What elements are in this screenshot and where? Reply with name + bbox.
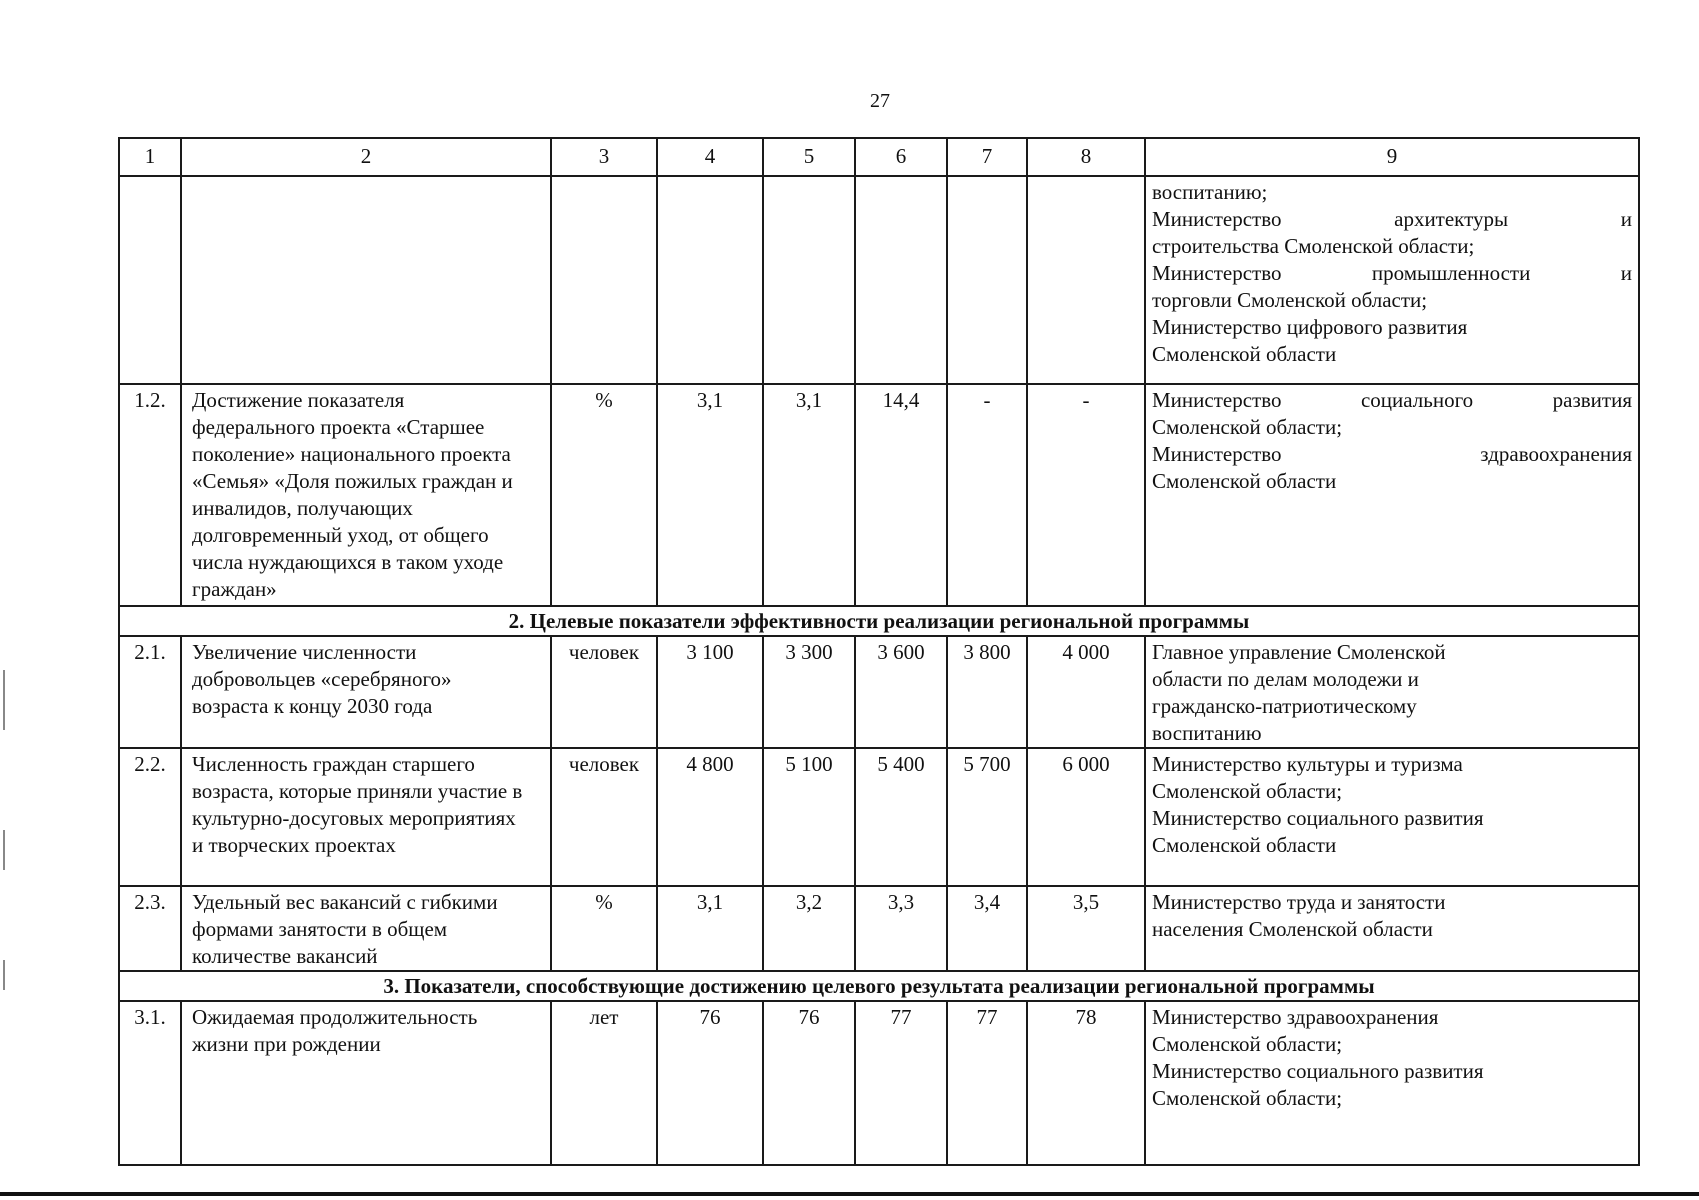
column-number: 7 <box>947 138 1027 176</box>
value-cell: 14,4 <box>855 384 947 606</box>
responsible-cell: Главное управление Смоленской области по делам молодежи и гражданско-патриотическому воспитанию <box>1145 636 1639 748</box>
unit-cell: человек <box>551 636 657 748</box>
value-cell: 3 800 <box>947 636 1027 748</box>
table-row-2-2 <box>119 748 1639 886</box>
row-number: 2.2. <box>119 748 181 886</box>
indicator-name: Удельный вес вакансий с гибкими формами занятости в общем количестве вакансий <box>181 886 551 971</box>
value-cell: 76 <box>763 1001 855 1165</box>
page-bottom-rule <box>0 1192 1699 1196</box>
column-number: 8 <box>1027 138 1145 176</box>
indicator-name: Достижение показателя федерального проекта «Старшее поколение» национального проекта «Семья» «Доля пожилых граждан и инвалидов, получающих долговременный уход, от общего числа нуждающихся в таком уходе граждан» <box>181 384 551 606</box>
value-cell: 77 <box>947 1001 1027 1165</box>
value-cell: 3 300 <box>763 636 855 748</box>
value-cell: 3,2 <box>763 886 855 971</box>
table-row-2-1 <box>119 636 1639 748</box>
row-number: 1.2. <box>119 384 181 606</box>
responsible-cell: воспитанию; Министерство архитектуры и строительства Смоленской области; Министерство промышленности и торговли Смоленской области; Министерство цифрового развития Смоленской области <box>1145 176 1639 384</box>
indicator-name: Ожидаемая продолжительность жизни при рождении <box>181 1001 551 1165</box>
indicator-name: Численность граждан старшего возраста, которые приняли участие в культурно-досуговых мероприятиях и творческих проектах <box>181 748 551 886</box>
value-cell: 3,3 <box>855 886 947 971</box>
value-cell: 3,1 <box>763 384 855 606</box>
unit-cell: % <box>551 886 657 971</box>
value-cell: 76 <box>657 1001 763 1165</box>
value-cell: 77 <box>855 1001 947 1165</box>
value-cell: 5 700 <box>947 748 1027 886</box>
responsible-cell: Министерство социального развития Смоленской области; Министерство здравоохранения Смоленской области <box>1145 384 1639 606</box>
value-cell: 3,5 <box>1027 886 1145 971</box>
value-cell: 3 600 <box>855 636 947 748</box>
unit-cell: человек <box>551 748 657 886</box>
page-number: 27 <box>870 90 890 112</box>
section-3-row <box>119 971 1639 1001</box>
row-number: 2.1. <box>119 636 181 748</box>
value-cell: 4 000 <box>1027 636 1145 748</box>
row-number: 3.1. <box>119 1001 181 1165</box>
column-number: 4 <box>657 138 763 176</box>
column-number: 5 <box>763 138 855 176</box>
unit-cell: % <box>551 384 657 606</box>
section-title: 3. Показатели, способствующие достижению целевого результата реализации региональной программы <box>119 971 1639 1001</box>
section-title: 2. Целевые показатели эффективности реализации региональной программы <box>119 606 1639 636</box>
indicators-table <box>118 137 1640 1166</box>
table-row-3-1 <box>119 1001 1639 1165</box>
column-number: 3 <box>551 138 657 176</box>
scan-artifact <box>3 830 5 870</box>
column-number: 2 <box>181 138 551 176</box>
value-cell: 3,1 <box>657 384 763 606</box>
table-row-2-3 <box>119 886 1639 971</box>
value-cell: 3,1 <box>657 886 763 971</box>
value-cell: 3 100 <box>657 636 763 748</box>
table-row-1-2 <box>119 384 1639 606</box>
table-row-continuation <box>119 176 1639 384</box>
value-cell: 4 800 <box>657 748 763 886</box>
column-number-row <box>119 138 1639 176</box>
value-cell: 3,4 <box>947 886 1027 971</box>
responsible-cell: Министерство культуры и туризма Смоленской области; Министерство социального развития Смоленской области <box>1145 748 1639 886</box>
value-cell: - <box>947 384 1027 606</box>
indicator-name: Увеличение численности добровольцев «серебряного» возраста к концу 2030 года <box>181 636 551 748</box>
value-cell: 5 400 <box>855 748 947 886</box>
responsible-cell: Министерство здравоохранения Смоленской области; Министерство социального развития Смоленской области; <box>1145 1001 1639 1165</box>
column-number: 9 <box>1145 138 1639 176</box>
value-cell: 6 000 <box>1027 748 1145 886</box>
scan-artifact <box>3 960 5 990</box>
row-number: 2.3. <box>119 886 181 971</box>
value-cell: 5 100 <box>763 748 855 886</box>
column-number: 6 <box>855 138 947 176</box>
value-cell: 78 <box>1027 1001 1145 1165</box>
responsible-cell: Министерство труда и занятости населения Смоленской области <box>1145 886 1639 971</box>
scan-artifact <box>3 670 5 730</box>
value-cell: - <box>1027 384 1145 606</box>
column-number: 1 <box>119 138 181 176</box>
section-2-row <box>119 606 1639 636</box>
unit-cell: лет <box>551 1001 657 1165</box>
